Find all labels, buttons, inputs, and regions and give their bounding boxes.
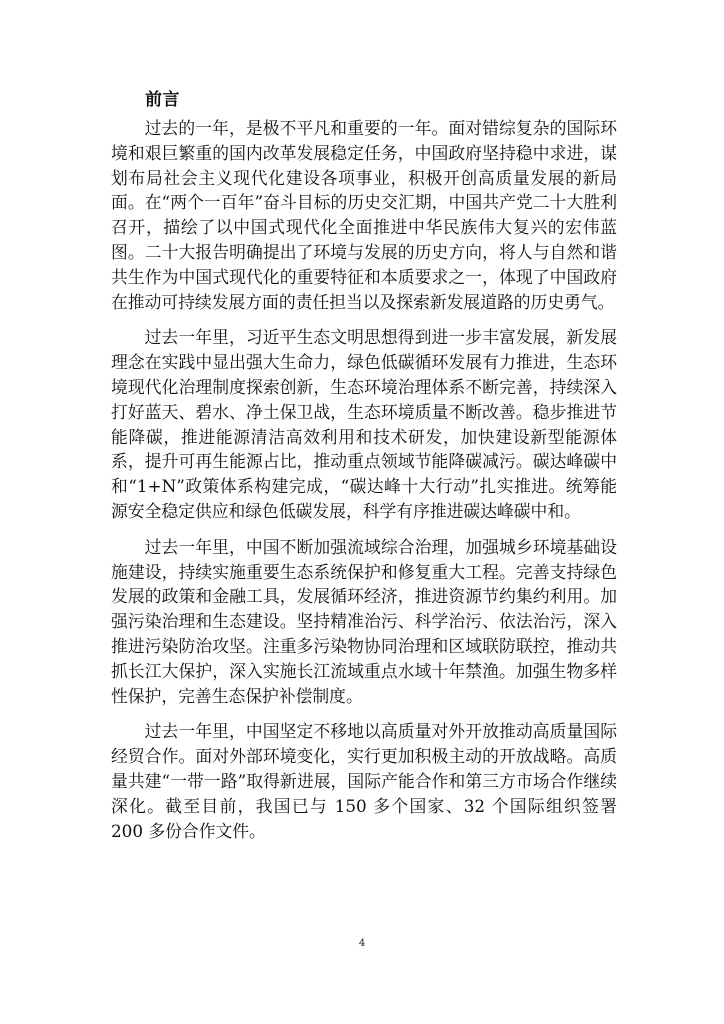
page-number: 4 [358,938,366,949]
paragraph-1: 过去的一年，是极不平凡和重要的一年。面对错综复杂的国际环境和艰巨繁重的国内改革发展稳定任务，中国政府坚持稳中求进，谋划布局社会主义现代化建设各项事业，积极开创高质量发展的新局面。在“两个一百年”奋斗目标的历史交汇期，中国共产党二十大胜利召开，描绘了以中国式现代化全面推进中华民族伟大复兴的宏伟蓝图。二十大报告明确提出了环境与发展的历史方向，将人与自然和谐共生作为中国式现代化的重要特征和本质要求之一，体现了中国政府在推动可持续发展方面的责任担当以及探索新发展道路的历史勇气。 [111,118,617,312]
paragraph-2: 过去一年里，习近平生态文明思想得到进一步丰富发展，新发展理念在实践中显出强大生命力，绿色低碳循环发展有力推进，生态环境现代化治理制度探索创新，生态环境治理体系不断完善，持续深入打好蓝天、碧水、净土保卫战，生态环境质量不断改善。稳步推进节能降碳，推进能源清洁高效利用和技术研发，加快建设新型能源体系，提升可再生能源占比，推动重点领域节能降碳减污。碳达峰碳中和“1+N”政策体系构建完成，“碳达峰十大行动”扎实推进。统筹能源安全稳定供应和绿色低碳发展，科学有序推进碳达峰碳中和。 [111,327,617,521]
paragraph-4: 过去一年里，中国坚定不移地以高质量对外开放推动高质量国际经贸合作。面对外部环境变化，实行更加积极主动的开放战略。高质量共建“一带一路”取得新进展，国际产能合作和第三方市场合作继续深化。截至目前，我国已与 150 多个国家、32 个国际组织签署 200 多份合作文件。 [111,721,617,841]
section-heading: 前言 [145,90,180,110]
document-page [111,88,617,854]
paragraph-3: 过去一年里，中国不断加强流域综合治理，加强城乡环境基础设施建设，持续实施重要生态系统保护和修复重大工程。完善支持绿色发展的政策和金融工具，发展循环经济，推进资源节约集约利用。加强污染治理和生态建设。坚持精准治污、科学治污、依法治污，深入推进污染防治攻坚。注重多污染物协同治理和区域联防联控，推动共抓长江大保护，深入实施长江流域重点水域十年禁渔。加强生物多样性保护，完善生态保护补偿制度。 [111,536,617,706]
